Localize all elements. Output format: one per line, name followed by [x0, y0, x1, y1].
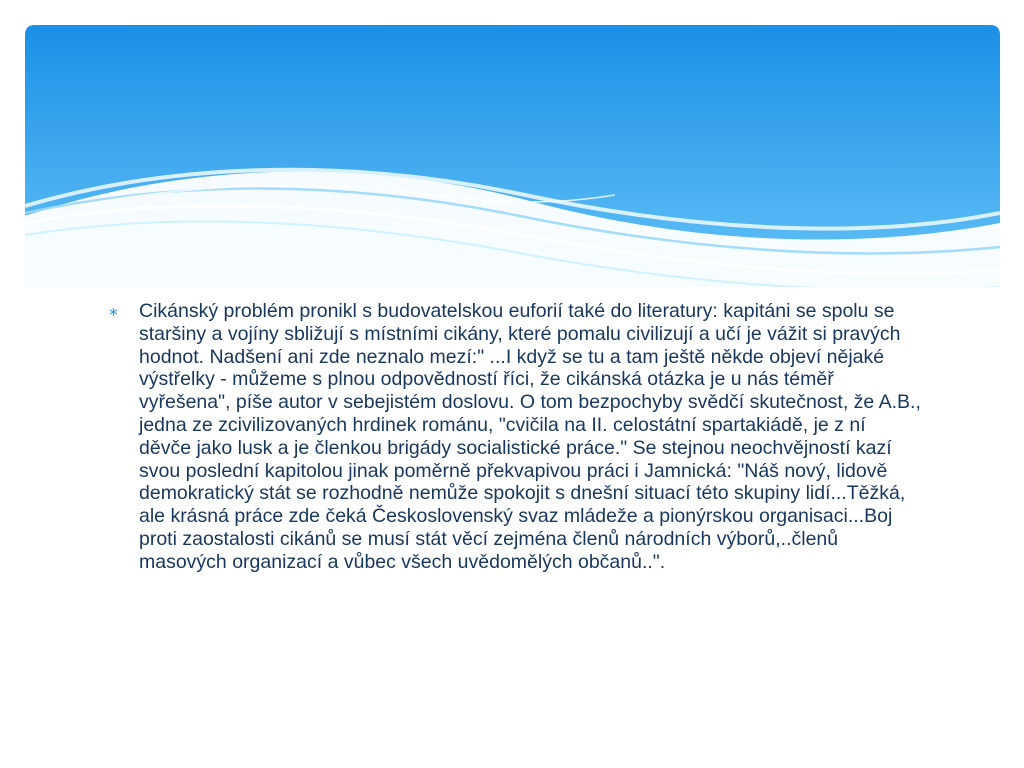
- bullet-item: [108, 300, 923, 574]
- slide-content: [108, 300, 923, 574]
- header-banner: [25, 25, 1000, 287]
- slide-body-text: Cikánský problém pronikl s budovatelskou euforií také do literatury: kapitáni se spolu se staršiny a vojíny sbližují s místními cikány, které pomalu civilizují a učí je vážit si pravých hodnot. Nadšení ani zde neznalo mezí:" ...I když se tu a tam ještě někde objeví nějaké výstřelky - můžeme s plnou odpovědností říci, že cikánská otázka je u nás téměř vyřešena", píše autor v sebejistém doslovu. O tom bezpochyby svědčí skutečnost, že A.B., jedna ze zcivilizovaných hrdinek románu, "cvičila na II. celostátní spartakiádě, je z ní děvče jako lusk a je členkou brigády socialistické práce." Se stejnou neochvějností kazí svou poslední kapitolou jinak poměrně překvapivou práci i Jamnická: "Náš nový, lidově demokratický stát se rozhodně nemůže spokojit s dnešní situací této skupiny lidí...Těžká, ale krásná práce zde čeká Československý svaz mládeže a pionýrskou organisaci...Boj proti zaostalosti cikánů se musí stát věcí zejména členů národních výborů,..členů masových organizací a vůbec všech uvědomělých občanů..".: [139, 300, 921, 573]
- asterisk-bullet-icon: ∗: [108, 305, 119, 320]
- header-banner-graphic: [25, 25, 1000, 287]
